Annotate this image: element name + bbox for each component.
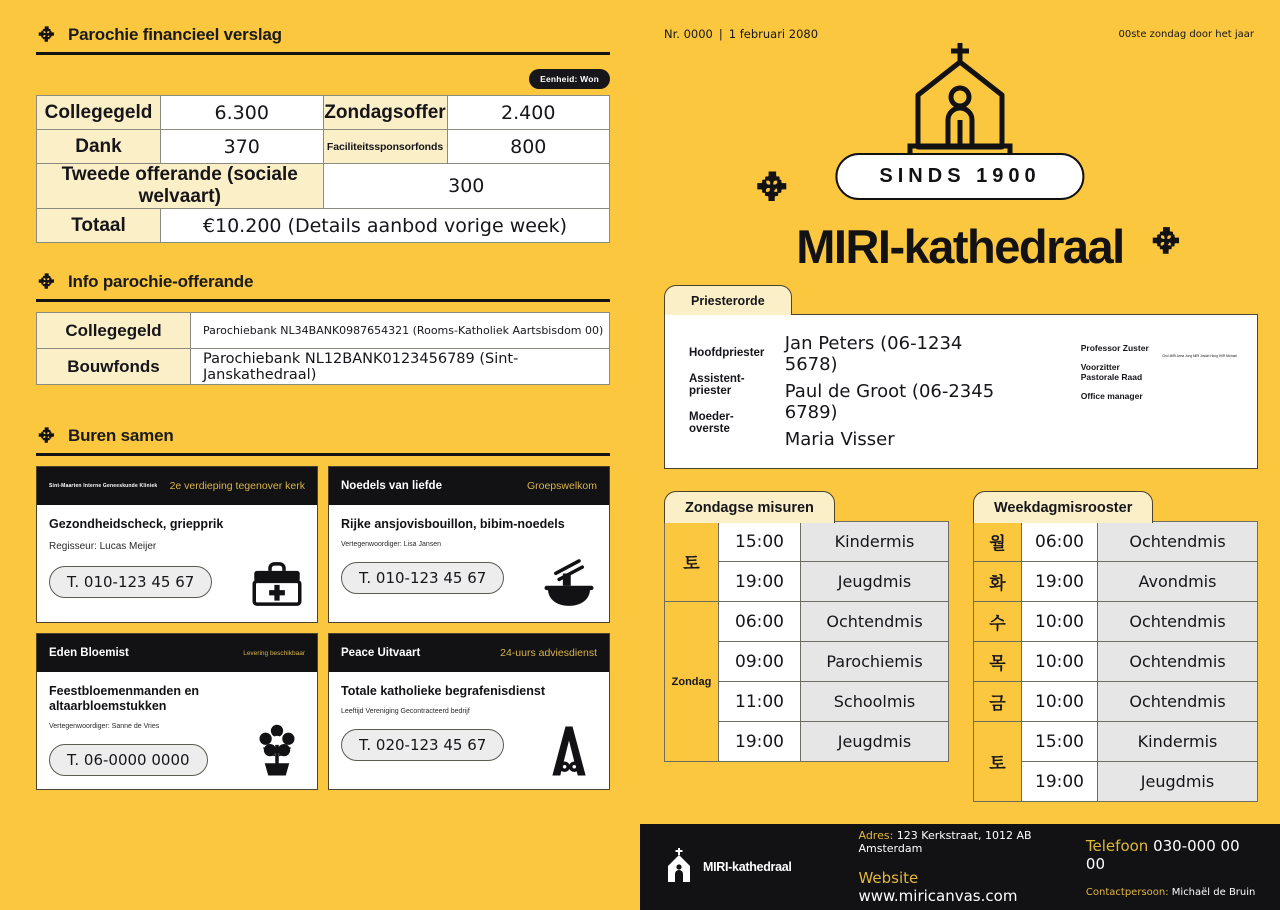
card-phone-button[interactable]: T. 010-123 45 67 (341, 562, 504, 594)
weekday-time: 10:00 (1022, 602, 1098, 642)
card-tag: 24-uurs adviesdienst (500, 647, 597, 659)
footer-contact-col-1 (858, 829, 1063, 905)
offering-value-bouwfonds: Parochiebank NL12BANK0123456789 (Sint-Janskathedraal) (191, 349, 610, 385)
budded-cross-icon (36, 271, 58, 293)
finance-label-dank: Dank (37, 130, 161, 164)
sunday-mass: Kindermis (801, 522, 949, 562)
card-header (37, 634, 317, 672)
sunday-day-sat: 토 (665, 522, 719, 602)
footer-brand (664, 847, 836, 888)
finance-table (36, 95, 610, 243)
weekday-mass: Jeugdmis (1098, 762, 1258, 802)
table-row (37, 96, 610, 130)
card-subtitle: Vertegenwoordiger: Sanne de Vries (49, 723, 160, 730)
schedules-row (664, 491, 1258, 803)
card-header (329, 634, 609, 672)
finance-label-totaal: Totaal (37, 209, 161, 243)
sunday-day-sun: Zondag (665, 602, 719, 762)
neighbor-card-funeral[interactable] (328, 633, 610, 790)
card-headline: Feestbloemenmanden en altaarbloemstukken (49, 684, 200, 713)
potted-flower-icon (249, 723, 305, 779)
offering-section-title: Info parochie-offerande (68, 272, 254, 291)
weekday-day-tue: 화 (974, 562, 1022, 602)
sunday-time: 06:00 (719, 602, 801, 642)
card-phone-button[interactable]: T. 020-123 45 67 (341, 729, 504, 761)
footer-address-key: Adres: (858, 829, 894, 842)
weekday-mass: Avondmis (1098, 562, 1258, 602)
neighbor-card-florist[interactable] (36, 633, 318, 790)
weekday-day-wed: 수 (974, 602, 1022, 642)
sunday-time: 15:00 (719, 522, 801, 562)
table-row (974, 522, 1258, 562)
footer-contact-key: Contactpersoon: (1085, 886, 1169, 898)
table-row (974, 602, 1258, 642)
card-body (37, 505, 317, 622)
finance-value-totaal: €10.200 (Details aanbod vorige week) (161, 209, 610, 243)
weekday-mass: Kindermis (1098, 722, 1258, 762)
weekday-mass: Ochtendmis (1098, 602, 1258, 642)
card-phone-button[interactable]: T. 010-123 45 67 (49, 566, 212, 598)
sunday-mass: Jeugdmis (801, 562, 949, 602)
footer-contact-col-2 (1086, 837, 1258, 898)
card-business-name: Noedels van liefde (341, 480, 442, 492)
sunday-time: 19:00 (719, 722, 801, 762)
footer-address-value: 123 Kerkstraat, 1012 AB Amsterdam (858, 829, 1032, 855)
clergy-microtext: Choi MiRi Anna Jung MiRi Josiah Hong IHIR Michael (1162, 353, 1237, 358)
table-row (974, 722, 1258, 762)
table-row (665, 522, 949, 562)
unit-badge: Eenheid: Won (529, 69, 610, 89)
weekday-time: 06:00 (1022, 522, 1098, 562)
clergy-name-assistent: Paul de Groot (06-2345 6789) (784, 380, 995, 423)
weekday-schedule-tab: Weekdagmisrooster (973, 491, 1153, 523)
weekday-day-fri: 금 (974, 682, 1022, 722)
sunday-schedule-tab: Zondagse misuren (664, 491, 835, 523)
clergy-role-professor-zuster: Professor Zuster (1080, 342, 1149, 353)
clergy-panel-tab: Priesterorde (664, 285, 792, 315)
footer-contact-person (1086, 887, 1258, 898)
finance-section-header (36, 24, 610, 52)
card-subtitle: Leeftijd Vereniging Gecontracteerd bedrijf (341, 708, 470, 715)
offering-label-bouwfonds: Bouwfonds (37, 349, 191, 385)
right-column (640, 0, 1280, 910)
footer-website[interactable] (858, 869, 1063, 905)
clergy-name-hoofdpriester: Jan Peters (06-1234 5678) (784, 332, 963, 375)
footer-phone-value: 030-000 00 00 (1085, 836, 1240, 873)
weekday-day-thu: 목 (974, 642, 1022, 682)
offering-value-collegegeld: Parochiebank NL34BANK0987654321 (Rooms-Katholiek Aartsbisdom 00) (191, 313, 610, 349)
card-body (329, 505, 609, 622)
weekday-time: 10:00 (1022, 682, 1098, 722)
card-headline: Rijke ansjovisbouillon, bibim-noedels (341, 517, 565, 531)
table-row (974, 642, 1258, 682)
weekday-time: 19:00 (1022, 562, 1098, 602)
finance-label-tweede-offerande: Tweede offerande (sociale welvaart) (37, 164, 324, 209)
liturgical-label: 00ste zondag door het jaar (1118, 28, 1254, 40)
neighbors-divider (36, 453, 610, 456)
finance-value-tweede-offerande: 300 (323, 164, 610, 209)
finance-label-collegegeld: Collegegeld (37, 96, 161, 130)
offering-divider (36, 299, 610, 302)
neighbor-cards (36, 466, 610, 790)
card-business-name: Peace Uitvaart (341, 647, 421, 659)
since-banner: SINDS 1900 (835, 153, 1084, 200)
unit-badge-row (36, 69, 610, 89)
card-business-name: Sint-Maarten Interne Geneeskunde Kliniek (49, 483, 158, 489)
sunday-mass: Schoolmis (801, 682, 949, 722)
finance-value-dank: 370 (161, 130, 324, 164)
finance-value-zondagsoffer: 2.400 (447, 96, 610, 130)
offering-section-header (36, 271, 610, 299)
church-mark-icon (664, 847, 694, 888)
weekday-mass: Ochtendmis (1098, 522, 1258, 562)
card-phone-button[interactable]: T. 06-0000 0000 (49, 744, 208, 776)
table-row (974, 682, 1258, 722)
table-row (37, 209, 610, 243)
sunday-mass: Ochtendmis (801, 602, 949, 642)
table-row (37, 313, 610, 349)
weekday-schedule-table (973, 521, 1258, 802)
card-headline: Totale katholieke begrafenisdienst (341, 684, 545, 698)
clergy-panel-body (664, 314, 1258, 469)
table-row (37, 130, 610, 164)
offering-label-collegegeld: Collegegeld (37, 313, 191, 349)
card-headline: Gezondheidscheck, griepprik (49, 517, 224, 531)
finance-label-zondagsoffer: Zondagsoffer (323, 96, 447, 130)
masthead (640, 35, 1280, 285)
card-subtitle: Regisseur: Lucas Meijer (49, 541, 157, 552)
sunday-time: 19:00 (719, 562, 801, 602)
clergy-role-assistent: Assistent-priester (689, 373, 745, 397)
neighbor-card-clinic[interactable] (36, 466, 318, 623)
sunday-time: 09:00 (719, 642, 801, 682)
clergy-secondary-role-list (1081, 343, 1154, 450)
clergy-name-list (785, 333, 1009, 450)
meta-separator: | (718, 27, 723, 41)
weekday-time: 15:00 (1022, 722, 1098, 762)
medical-bag-icon (249, 556, 305, 612)
weekday-day-mon: 월 (974, 522, 1022, 562)
table-row (37, 164, 610, 209)
weekday-schedule (973, 491, 1258, 803)
finance-value-sponsorfonds: 800 (447, 130, 610, 164)
table-row (665, 602, 949, 642)
card-body (37, 672, 317, 789)
clergy-primary (689, 333, 1009, 450)
sunday-schedule-table (664, 521, 949, 762)
budded-cross-icon (36, 24, 58, 46)
finance-value-collegegeld: 6.300 (161, 96, 324, 130)
issue-date: 1 februari 2080 (728, 27, 819, 41)
clergy-panel (664, 285, 1258, 469)
sunday-mass: Parochiemis (801, 642, 949, 682)
table-row (37, 349, 610, 385)
issue-number: Nr. 0000 (664, 27, 713, 41)
weekday-time: 19:00 (1022, 762, 1098, 802)
weekday-day-sat: 토 (974, 722, 1022, 802)
card-tag: 2e verdieping tegenover kerk (169, 480, 305, 492)
footer-brand-name: MIRI-kathedraal (703, 860, 792, 874)
offering-table (36, 312, 610, 385)
page-footer (640, 824, 1280, 910)
neighbors-section-title: Buren samen (68, 426, 174, 445)
card-business-name: Eden Bloemist (49, 647, 129, 659)
footer-website-value[interactable]: www.miricanvas.com (858, 887, 1018, 905)
weekday-mass: Ochtendmis (1098, 682, 1258, 722)
funeral-ribbon-icon (541, 723, 597, 779)
clergy-role-moeder-overste: Moeder-overste (689, 411, 734, 435)
clergy-role-voorzitter: Voorzitter Pastorale Raad (1080, 361, 1143, 382)
budded-cross-icon (1148, 223, 1186, 261)
card-tag: Groepswelkom (526, 480, 597, 492)
clergy-role-office-manager: Office manager (1080, 390, 1143, 401)
card-body (329, 672, 609, 789)
finance-label-sponsorfonds: Faciliteitssponsorfonds (323, 130, 447, 164)
footer-contact-value: Michaël de Bruin (1171, 886, 1256, 898)
finance-divider (36, 52, 610, 55)
sunday-mass: Jeugdmis (801, 722, 949, 762)
clergy-role-hoofdpriester: Hoofdpriester (689, 347, 765, 359)
budded-cross-icon (36, 425, 58, 447)
card-header (37, 467, 317, 505)
footer-phone-key: Telefoon (1085, 836, 1149, 855)
noodle-bowl-icon (541, 556, 597, 612)
sunday-time: 11:00 (719, 682, 801, 722)
budded-cross-icon (752, 167, 794, 209)
weekday-mass: Ochtendmis (1098, 642, 1258, 682)
footer-website-key: Website (858, 869, 919, 887)
clergy-role-list (689, 333, 771, 450)
neighbor-card-noodles[interactable] (328, 466, 610, 623)
sunday-schedule (664, 491, 949, 803)
cathedral-title: MIRI-kathedraal (796, 220, 1124, 273)
table-row (974, 562, 1258, 602)
footer-address (858, 829, 1063, 855)
card-subtitle: Vertegenwoordiger: Lisa Jansen (341, 541, 442, 548)
clergy-name-moeder-overste: Maria Visser (784, 428, 895, 450)
finance-section-title: Parochie financieel verslag (68, 25, 282, 44)
neighbors-section-header (36, 425, 610, 453)
weekday-time: 10:00 (1022, 642, 1098, 682)
clergy-secondary (1081, 333, 1237, 450)
card-header (329, 467, 609, 505)
card-tag: Levering beschikbaar (243, 649, 305, 657)
footer-phone (1086, 837, 1258, 873)
